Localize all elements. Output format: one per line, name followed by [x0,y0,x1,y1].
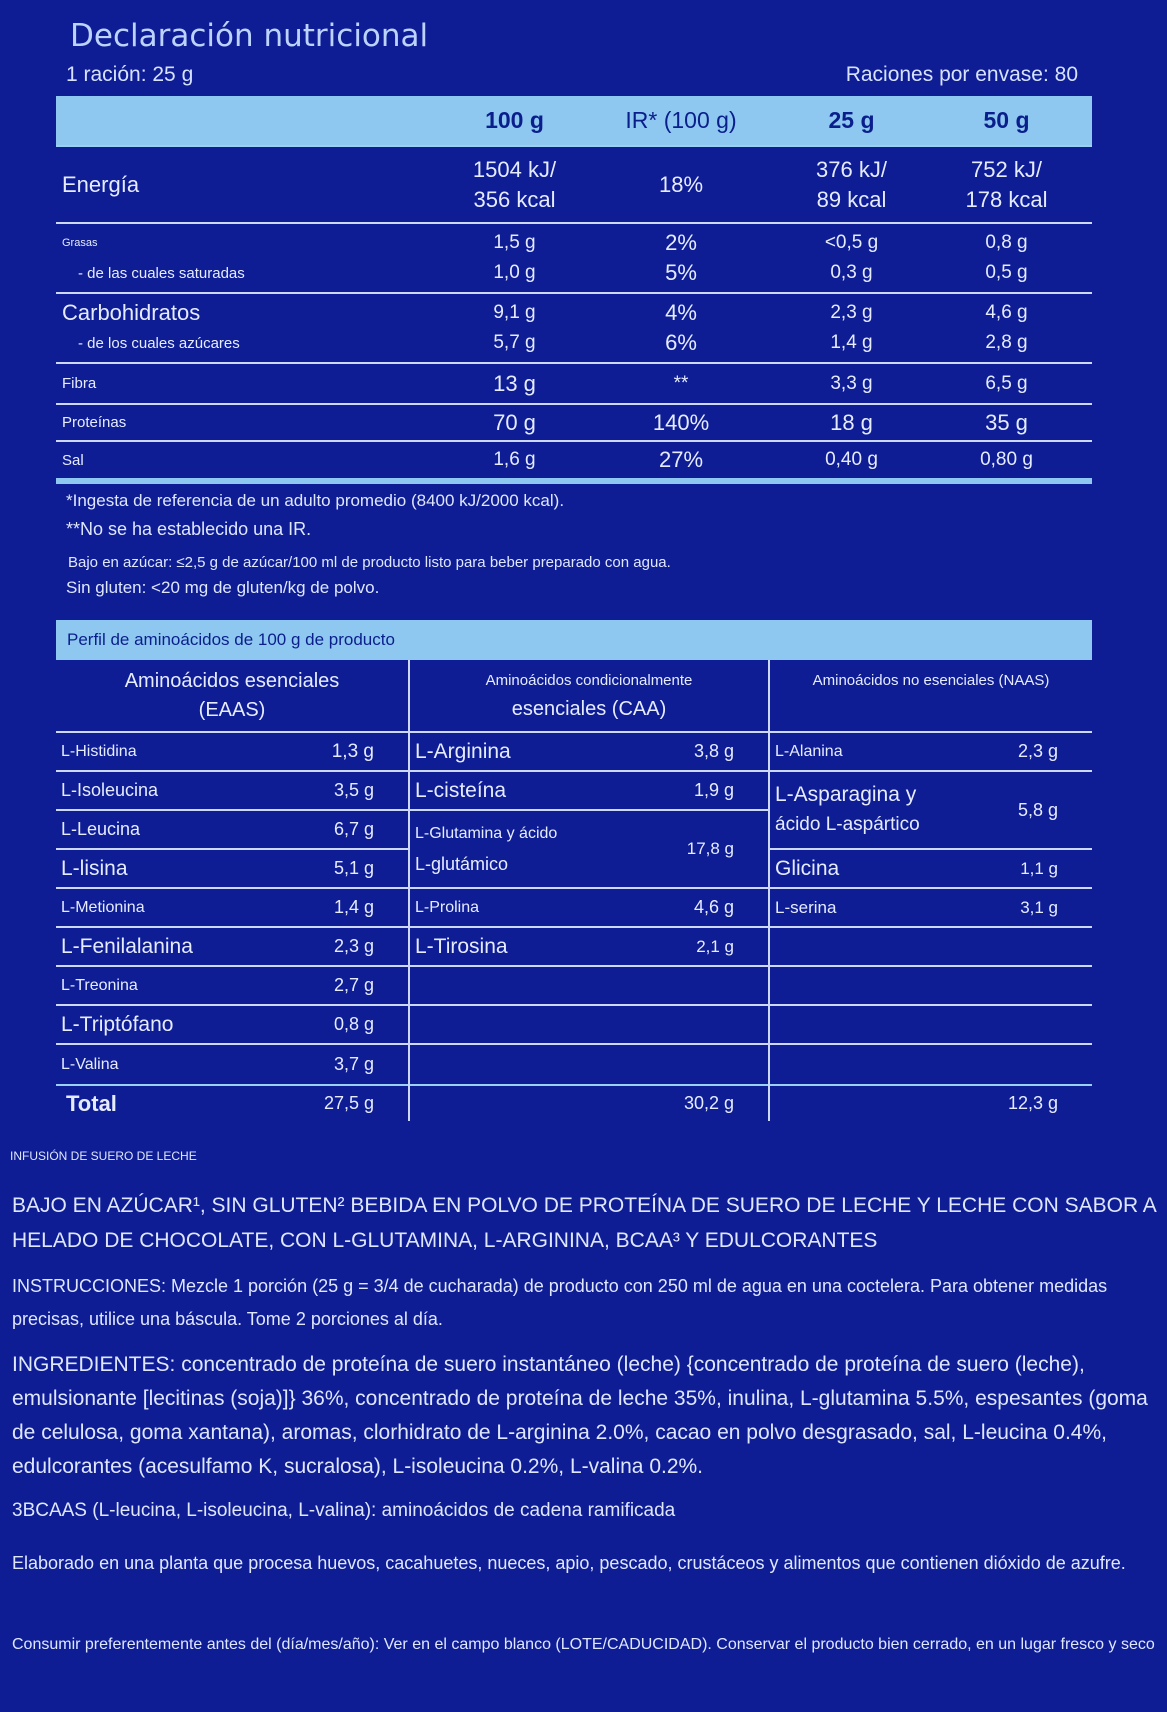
amino-name: L-Valina [61,1055,119,1073]
note-gluten-free: Sin gluten: <20 mg de gluten/kg de polvo. [66,578,380,597]
carbs-label: Carbohidratos [62,300,201,325]
salt-50g: 0,80 g [980,449,1033,470]
amino-acid-table [56,620,1092,1121]
sugars-label: - de los cuales azúcares [78,334,240,352]
energy-100g [449,155,580,215]
header-50g: 50 g [983,107,1030,133]
energy-25g [782,155,921,215]
sugars-50g: 2,8 g [985,332,1028,353]
naas-row-empty [770,928,1092,967]
eaas-row [56,733,408,772]
amino-name: L-Treonina [61,976,138,994]
carbs-100g: 9,1 g [493,302,536,323]
total-caa-value: 30,2 g [683,1093,734,1113]
protein-ir: 140% [652,409,710,435]
product-description: BAJO EN AZÚCAR¹, SIN GLUTEN² BEBIDA EN POLVO DE PROTEÍNA DE SUERO DE LECHE Y LECHE CON SABOR A HELADO DE CHOCOLATE, CON L-GLUTAMINA, L-ARGININA, BCAA³ Y EDULCORANTES [12,1194,1156,1252]
caa-column [410,660,770,1121]
carbs-50g: 4,6 g [985,302,1028,323]
caa-row-empty [410,1006,768,1045]
amino-name [775,780,920,840]
ingredients: INGREDIENTES: concentrado de proteína de suero instantáneo (leche) {concentrado de proteína de suero (leche), emulsionante [lecitinas (soja)]} 36%, concentrado de proteína de leche 35%, inulina, L-glutamina 5.5%, espesantes (goma de celulosa, goma xantana), aromas, clorhidrato de L-arginina 2.0%, cacao en polvo desgrasado, sal, L-leucina 0.4%, edulcorantes (acesulfamo K, sucralosa), L-isoleucina 0.2%, L-valina 0.2%. [12,1353,1148,1478]
footnote-reference-intake: *Ingesta de referencia de un adulto promedio (8400 kJ/2000 kcal). [66,491,565,510]
amino-value: 2,7 g [333,975,374,995]
eaas-row [56,811,408,850]
salt-ir: 27% [658,447,704,472]
amino-grid [56,660,1092,1121]
eaas-row [56,967,408,1006]
naas-row-empty [770,1045,1092,1084]
total-eaas-value: 27,5 g [323,1093,374,1113]
caa-row-empty [410,1045,768,1084]
eaas-row [56,928,408,967]
naas-row [770,850,1092,889]
fat-100g: 1,5 g [493,232,536,253]
amino-name: L-Arginina [415,739,511,763]
amino-value: 3,7 g [333,1054,374,1074]
row-fibre [56,364,1092,405]
caa-row [410,928,768,967]
amino-value: 3,1 g [1020,897,1058,917]
bcaa-footnote: 3BCAAS (L-leucina, L-isoleucina, L-valina): aminoácidos de cadena ramificada [12,1500,676,1521]
protein-25g: 18 g [830,409,873,435]
row-carbs [56,298,1092,328]
naas-total [770,1084,1092,1121]
sugars-ir: 6% [665,330,697,355]
caa-total [410,1084,768,1121]
header-25g: 25 g [828,107,875,133]
footnote-no-ir: **No se ha establecido una IR. [66,519,312,539]
caa-row [410,772,768,811]
fibre-100g: 13 g [493,370,536,396]
energy-25g-kj: 376 kJ/ [816,156,887,182]
naas-row [770,772,1092,850]
allergen-statement: Elaborado en una planta que procesa huevos, cacahuetes, nueces, apio, pescado, crustáceos y alimentos que contienen dióxido de azufre. [12,1553,1126,1573]
naas-row-empty [770,967,1092,1006]
amino-value: 1,4 g [333,897,374,917]
eaas-header [56,660,408,733]
header-ir: IR* (100 g) [625,107,737,133]
eaas-row [56,1006,408,1045]
total-naas-value: 12,3 g [1007,1093,1058,1113]
amino-name-line2: L-glutámico [415,854,509,874]
caa-header [410,660,768,733]
amino-value: 2,1 g [696,936,734,956]
protein-50g: 35 g [985,409,1028,435]
amino-name: L-cisteína [415,778,507,802]
eaas-row [56,850,408,889]
fat-label: Grasas [62,237,98,249]
row-fat [56,228,1092,258]
carbs-group [56,294,1092,364]
saturates-ir: 5% [665,260,697,285]
amino-name [415,819,557,879]
saturates-25g: 0,3 g [830,262,873,283]
fibre-25g: 3,3 g [830,372,873,394]
amino-name: L-Histidina [61,742,137,760]
caa-row [410,811,768,889]
best-before-storage: Consumir preferentemente antes del (día/mes/año): Ver en el campo blanco (LOTE/CADUCIDAD). Conservar el producto bien cerrado, en un lugar fresco y seco [12,1636,1155,1653]
naas-header [770,660,1092,733]
amino-name: L-Alanina [775,742,843,760]
row-sugars [56,328,1092,358]
amino-name: Glicina [775,856,840,880]
row-protein [56,405,1092,442]
eaas-column [56,660,410,1121]
nutrition-table [56,96,1092,484]
caa-row [410,889,768,928]
fibre-label: Fibra [62,375,97,392]
sugars-100g: 5,7 g [493,332,536,353]
amino-value: 3,8 g [693,741,734,761]
naas-header-text: Aminoácidos no esenciales (NAAS) [812,672,1050,689]
header-100g: 100 g [485,107,544,133]
amino-value: 1,3 g [331,740,374,762]
amino-value: 0,8 g [333,1014,374,1034]
amino-value: 5,1 g [333,858,374,878]
amino-name: L-serina [775,897,837,917]
amino-name: L-lisina [61,856,128,880]
salt-25g: 0,40 g [825,449,878,470]
amino-name-line2: ácido L-aspártico [775,814,920,835]
amino-value: 6,7 g [333,819,374,839]
amino-table-title: Perfil de aminoácidos de 100 g de producto [56,620,1092,660]
amino-name: L-Leucina [61,819,141,839]
salt-100g: 1,6 g [493,449,536,470]
eaas-row [56,772,408,811]
amino-value: 3,5 g [333,780,374,800]
amino-value: 2,3 g [333,936,374,956]
protein-label: Proteínas [62,414,127,431]
eaas-header-line1: Aminoácidos esenciales [124,669,340,692]
instructions: INSTRUCCIONES: Mezcle 1 porción (25 g = 3/4 de cucharada) de producto con 250 ml de agua en una coctelera. Para obtener medidas precisas, utilice una báscula. Tome 2 porciones al día. [12,1276,1108,1329]
caa-header-line2: esenciales (CAA) [511,697,667,720]
carbs-ir: 4% [665,300,697,325]
amino-name-line1: L-Glutamina y ácido [415,825,558,842]
saturates-label: - de las cuales saturadas [78,264,245,282]
salt-label: Sal [62,451,84,469]
amino-name: L-Fenilalanina [61,934,193,958]
fibre-50g: 6,5 g [985,372,1028,394]
fat-group [56,224,1092,294]
amino-value: 5,8 g [1017,799,1058,820]
row-salt [56,442,1092,478]
page-title: Declaración nutricional [70,18,429,54]
eaas-row [56,1045,408,1084]
energy-100g-kj: 1504 kJ/ [472,156,557,182]
fat-ir: 2% [665,230,697,255]
fat-25g: <0,5 g [824,232,879,253]
naas-column [770,660,1092,1121]
table-bottom-rule [56,478,1092,484]
sugars-25g: 1,4 g [830,332,873,353]
amino-value: 1,1 g [1020,858,1058,878]
energy-50g-kj: 752 kJ/ [971,156,1042,182]
energy-label: Energía [62,171,140,197]
amino-name: L-Prolina [415,898,480,916]
eaas-total [56,1084,408,1121]
caa-row [410,733,768,772]
row-saturates [56,258,1092,288]
fat-50g: 0,8 g [985,232,1028,253]
protein-100g: 70 g [493,409,536,435]
fibre-ir: ** [673,372,689,394]
amino-value: 2,3 g [1017,741,1058,761]
eaas-header-line2: (EAAS) [198,698,266,721]
naas-row [770,733,1092,772]
saturates-100g: 1,0 g [493,262,536,283]
caa-header-line1: Aminoácidos condicionalmente [485,671,693,689]
caa-row-empty [410,967,768,1006]
infusion-label: INFUSIÓN DE SUERO DE LECHE [10,1149,197,1163]
amino-name-line1: L-Asparagina y [775,783,917,806]
amino-name: L-Metionina [61,898,145,916]
amino-name: L-Triptófano [61,1012,174,1036]
energy-50g-kcal: 178 kcal [965,186,1048,212]
carbs-25g: 2,3 g [830,302,873,323]
amino-name: L-Isoleucina [61,780,159,800]
naas-row [770,889,1092,928]
energy-50g [921,155,1092,215]
saturates-50g: 0,5 g [985,262,1028,283]
energy-25g-kcal: 89 kcal [816,186,887,212]
naas-row-empty [770,1006,1092,1045]
row-energy [56,147,1092,224]
amino-value: 17,8 g [686,839,734,858]
total-label: Total [66,1090,117,1116]
energy-ir: 18% [658,171,704,197]
energy-100g-kcal: 356 kcal [473,186,556,212]
amino-value: 1,9 g [693,780,734,800]
amino-value: 4,6 g [693,897,734,917]
serving-size: 1 ración: 25 g [66,63,194,86]
amino-name: L-Tirosina [415,934,508,958]
eaas-row [56,889,408,928]
note-low-sugar: Bajo en azúcar: ≤2,5 g de azúcar/100 ml de producto listo para beber preparado con agua. [68,554,671,571]
nutrition-header-row [56,96,1092,147]
servings-per-pack: Raciones por envase: 80 [845,63,1078,86]
